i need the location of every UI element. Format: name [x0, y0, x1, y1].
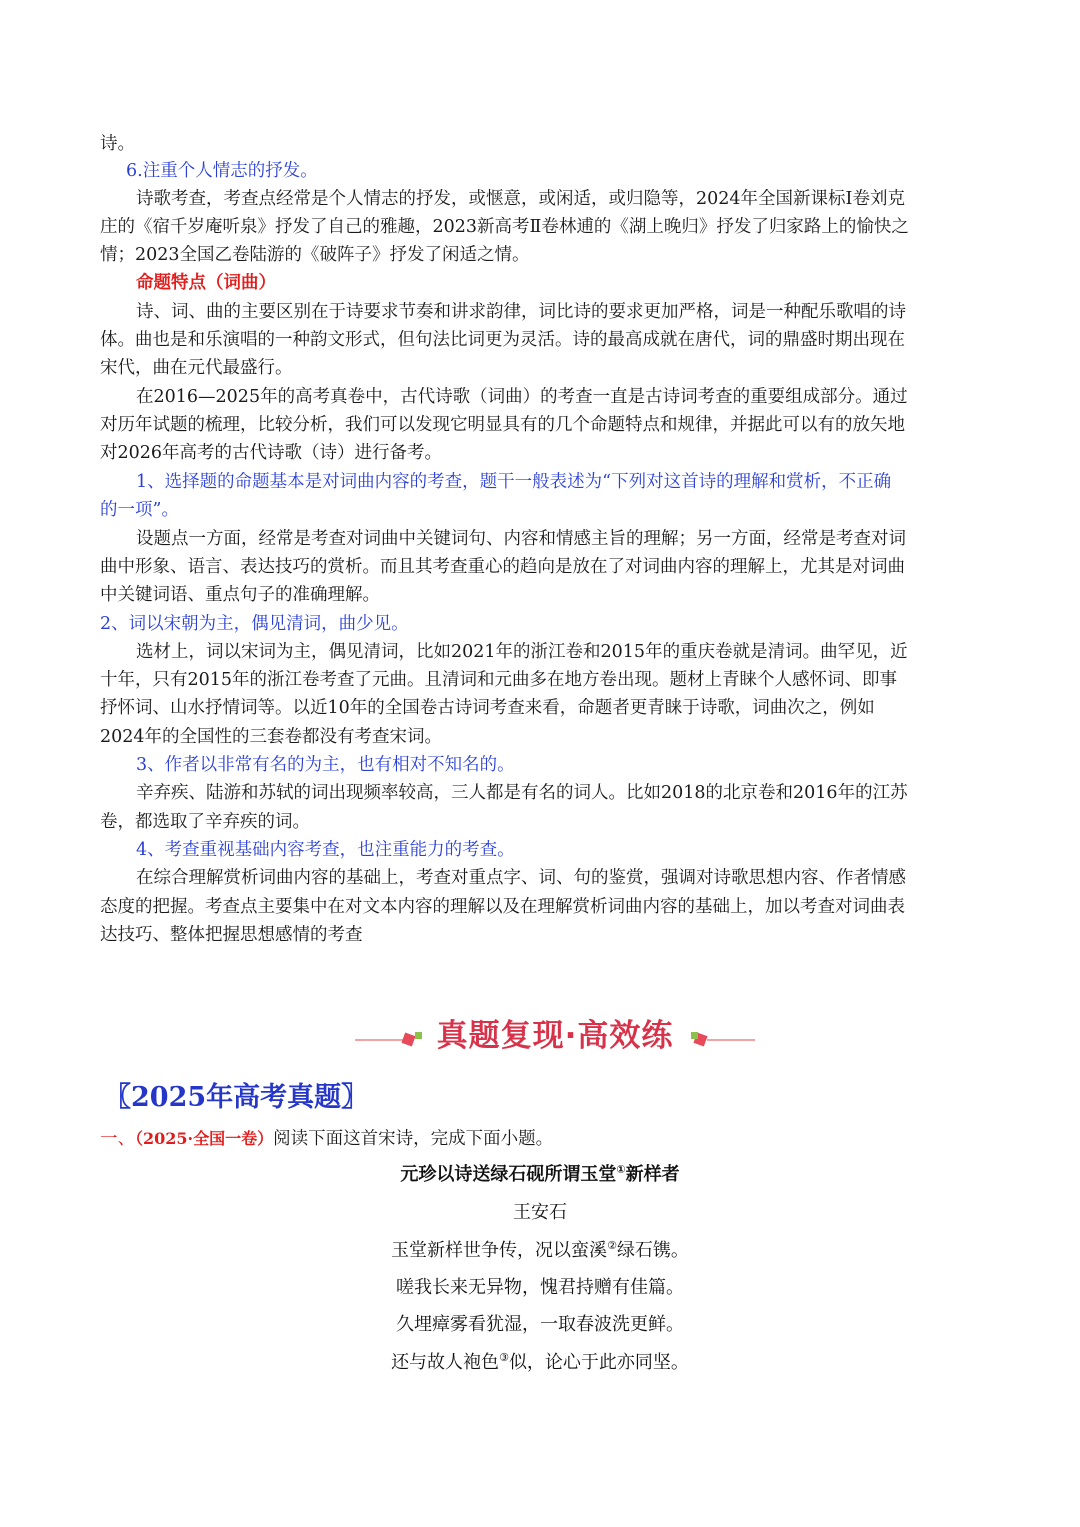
- point-heading-3: 3、作者以非常有名的为主，也有相对不知名的。: [136, 755, 515, 775]
- text-line: 十年，只有2015年的浙江卷考查了元曲。且清词和元曲多在地方卷出现。题材上青睐个人感怀词、即事: [100, 670, 898, 690]
- banner-ornament-left: [401, 1032, 415, 1046]
- point-heading-4: 4、考查重视基础内容考查，也注重能力的考查。: [136, 840, 515, 860]
- poem-text: 绿石镌。: [616, 1240, 689, 1261]
- text-line: 设题点一方面，经常是考查对词曲中关键词句、内容和情感主旨的理解；另一方面，经常是考查对词: [136, 529, 906, 549]
- poem-line-4: [300, 1348, 780, 1374]
- point-heading-6: 6.注重个人情志的抒发。: [126, 161, 318, 181]
- poem-author: 王安石: [513, 1202, 567, 1223]
- poem-text: 还与故人袍色: [391, 1352, 500, 1373]
- question-line: [100, 1125, 553, 1153]
- poem-title: [300, 1160, 780, 1186]
- text-line: 在2016—2025年的高考真卷中，古代诗歌（词曲）的考查一直是古诗词考查的重要组成部分。通过: [136, 387, 908, 407]
- text-line: 体。曲也是和乐演唱的一种韵文形式，但句法比词更为灵活。诗的最高成就在唐代，词的鼎盛时期出现在: [100, 330, 905, 350]
- section-banner: [355, 1008, 755, 1052]
- banner-rule-right: [707, 1039, 755, 1041]
- footnote-marker: ③: [499, 1351, 509, 1364]
- text-line: 卷，都选取了辛弃疾的词。: [100, 812, 310, 832]
- banner-leaf-right: [691, 1032, 698, 1039]
- footnote-marker: ①: [616, 1163, 626, 1176]
- point-heading-1-cont: 的一项”。: [100, 500, 179, 520]
- text-line: 辛弃疾、陆游和苏轼的词出现频率较高，三人都是有名的词人。比如2018的北京卷和2016年的江苏: [136, 783, 908, 803]
- subsection-heading: 命题特点（词曲）: [136, 273, 276, 293]
- text-line: 宋代，曲在元代最盛行。: [100, 358, 293, 378]
- text-line: 抒怀词、山水抒情词等。以近10年的全国卷古诗词考查来看，命题者更青睐于诗歌，词曲次之，例如: [100, 698, 875, 718]
- text-line: 诗歌考查，考查点经常是个人情志的抒发，或惬意，或闲适，或归隐等，2024年全国新课标Ⅰ卷刘克: [136, 189, 905, 209]
- point-heading-1: 1、选择题的命题基本是对词曲内容的考查，题干一般表述为“下列对这首诗的理解和赏析，不正确: [136, 472, 892, 492]
- footnote-marker: ②: [607, 1239, 617, 1252]
- poem-title-text: 元珍以诗送绿石砚所谓玉堂: [400, 1164, 617, 1185]
- section-title: 〖2025年高考真题〗: [104, 1082, 369, 1113]
- text-line: 诗、词、曲的主要区别在于诗要求节奏和讲求韵律，词比诗的要求更加严格，词是一种配乐歌唱的诗: [136, 302, 906, 322]
- poem-text: 似，论心于此亦同坚。: [508, 1352, 689, 1373]
- banner-title: 真题复现·高效练: [436, 1018, 674, 1054]
- text-line: 庄的《宿千岁庵听泉》抒发了自己的雅趣，2023新高考Ⅱ卷林逋的《湖上晚归》抒发了归家路上的愉快之: [100, 217, 909, 237]
- text-line: 曲中形象、语言、表达技巧的赏析。而且其考查重心的趋向是放在了对词曲内容的理解上，尤其是对词曲: [100, 557, 905, 577]
- point-heading-2: 2、词以宋朝为主，偶见清词，曲少见。: [100, 614, 409, 634]
- text-line: 诗。: [100, 134, 135, 154]
- question-number: 一、: [100, 1129, 135, 1149]
- question-source: （2025·全国一卷）: [135, 1129, 274, 1148]
- poem-text: 玉堂新样世争传，况以蛮溪: [391, 1240, 608, 1261]
- banner-leaf-left: [415, 1032, 422, 1039]
- poem-title-text: 新样者: [625, 1164, 680, 1185]
- text-line: 2024年的全国性的三套卷都没有考查宋词。: [100, 727, 443, 747]
- text-line: 选材上，词以宋词为主，偶见清词，比如2021年的浙江卷和2015年的重庆卷就是清词。曲罕见，近: [136, 642, 908, 662]
- text-line: 达技巧、整体把握思想感情的考查: [100, 925, 363, 945]
- question-prompt: 阅读下面这首宋诗，完成下面小题。: [273, 1129, 554, 1149]
- poem-line-3: 久埋瘴雾看犹湿，一取春波洗更鲜。: [396, 1314, 684, 1335]
- text-line: 态度的把握。考查点主要集中在对文本内容的理解以及在理解赏析词曲内容的基础上，加以考查对词曲表: [100, 897, 905, 917]
- banner-rule-left: [355, 1039, 403, 1041]
- text-line: 对2026年高考的古代诗歌（诗）进行备考。: [100, 443, 443, 463]
- text-line: 中关键词语、重点句子的准确理解。: [100, 585, 380, 605]
- text-line: 对历年试题的梳理，比较分析，我们可以发现它明显具有的几个命题特点和规律，并据此可以有的放矢地: [100, 415, 905, 435]
- poem-line-1: [300, 1236, 780, 1262]
- text-line: 情；2023全国乙卷陆游的《破阵子》抒发了闲适之情。: [100, 245, 530, 265]
- text-line: 在综合理解赏析词曲内容的基础上，考查对重点字、词、句的鉴赏，强调对诗歌思想内容、作者情感: [136, 868, 906, 888]
- poem-line-2: 嗟我长来无异物，愧君持赠有佳篇。: [396, 1277, 684, 1298]
